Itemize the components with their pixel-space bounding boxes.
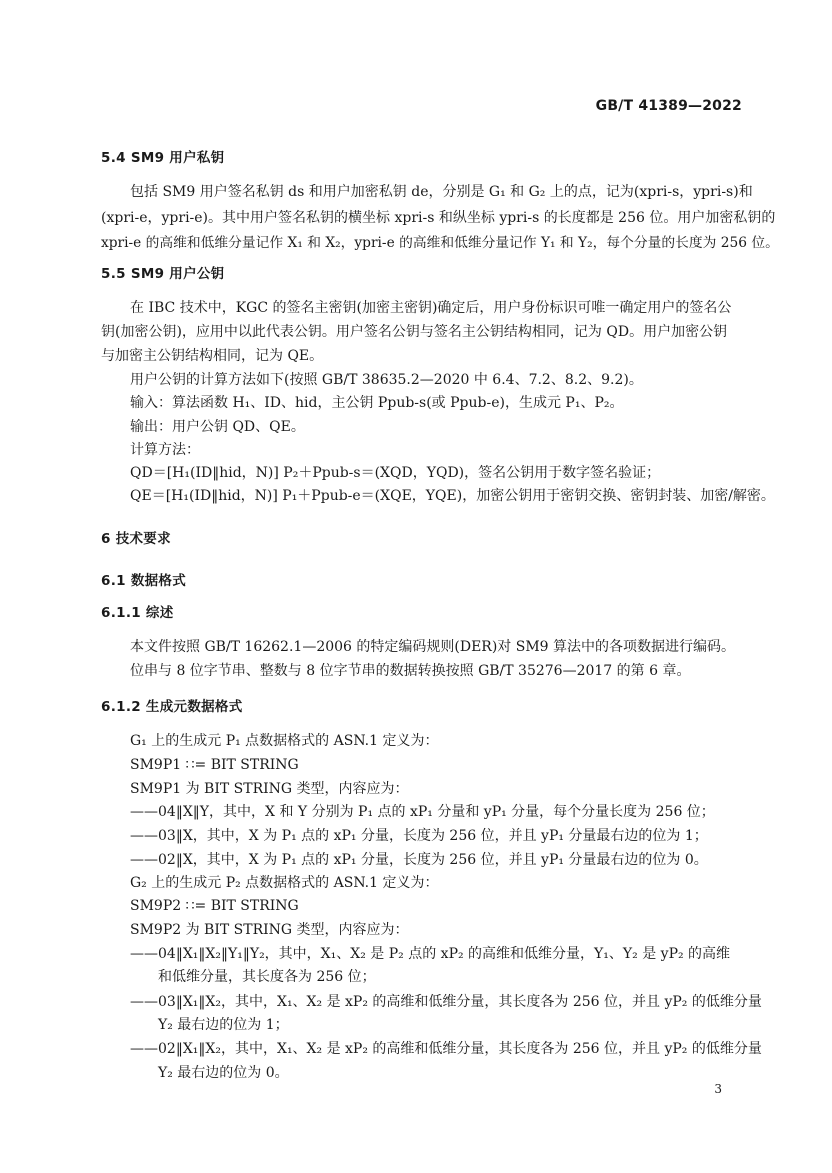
section-heading-5-4: 5.4 SM9 用户私钥 [101,150,225,166]
paragraph-line: 与加密主公钥结构相同，记为 QE。 [101,348,324,364]
paragraph-line: 计算方法： [130,442,200,458]
paragraph-line: G₂ 上的生成元 P₂ 点数据格式的 ASN.1 定义为： [130,875,439,891]
formula-line: QE＝[H₁(ID‖hid，N)] P₁＋Ppub-e＝(XQE，YQE)，加密公钥用于密钥交换、密钥封装、加密/解密。 [130,488,775,504]
standard-number: GB/T 41389—2022 [595,98,742,114]
list-item: ——03‖X，其中，X 为 P₁ 点的 xP₁ 分量，长度为 256 位，并且 yP₁ 分量最右边的位为 1； [130,828,708,844]
paragraph-line: 本文件按照 GB/T 16262.1—2006 的特定编码规则(DER)对 SM9 算法中的各项数据进行编码。 [130,639,736,655]
list-item-continuation: Y₂ 最右边的位为 0。 [158,1065,289,1081]
paragraph-line: G₁ 上的生成元 P₁ 点数据格式的 ASN.1 定义为： [130,733,439,749]
list-item: ——04‖X₁‖X₂‖Y₁‖Y₂，其中，X₁、X₂ 是 P₂ 点的 xP₂ 的高维和低维分量，Y₁、Y₂ 是 yP₂ 的高维 [130,946,731,962]
paragraph-line: SM9P2 为 BIT STRING 类型，内容应为： [130,922,409,938]
paragraph-line: (xpri-e，ypri-e)。其中用户签名私钥的横坐标 xpri-s 和纵坐标 ypri-s 的长度都是 256 位。用户加密私钥的 [101,210,776,226]
paragraph-line: 包括 SM9 用户签名私钥 ds 和用户加密私钥 de，分别是 G₁ 和 G₂ 上的点，记为(xpri-s，ypri-s)和 [130,184,753,200]
list-item-continuation: 和低维分量，其长度各为 256 位； [158,969,376,985]
list-item: ——02‖X，其中，X 为 P₁ 点的 xP₁ 分量，长度为 256 位，并且 yP₁ 分量最右边的位为 0。 [130,852,708,868]
paragraph-line: 位串与 8 位字节串、整数与 8 位字节串的数据转换按照 GB/T 35276—2017 的第 6 章。 [130,663,691,679]
section-heading-6: 6 技术要求 [101,531,171,547]
formula-line: QD＝[H₁(ID‖hid，N)] P₂＋Ppub-s＝(XQD，YQD)，签名公钥用于数字签名验证； [130,465,661,481]
section-heading-6-1: 6.1 数据格式 [101,573,187,589]
paragraph-line: 用户公钥的计算方法如下(按照 GB/T 38635.2—2020 中 6.4、7.2、8.2、9.2)。 [130,372,643,388]
paragraph-line: 输出：用户公钥 QD、QE。 [130,419,305,435]
paragraph-line: 钥(加密公钥)，应用中以此代表公钥。用户签名公钥与签名主公钥结构相同，记为 QD。用户加密公钥 [101,324,728,340]
paragraph-line: SM9P2 ∷= BIT STRING [130,898,299,914]
paragraph-line: xpri-e 的高维和低维分量记作 X₁ 和 X₂，ypri-e 的高维和低维分量记作 Y₁ 和 Y₂，每个分量的长度为 256 位。 [101,235,779,251]
section-heading-6-1-1: 6.1.1 综述 [101,605,174,621]
paragraph-line: SM9P1 ∷= BIT STRING [130,757,299,773]
list-item-continuation: Y₂ 最右边的位为 1； [158,1017,289,1033]
list-item: ——04‖X‖Y，其中，X 和 Y 分别为 P₁ 点的 xP₁ 分量和 yP₁ 分量，每个分量长度为 256 位； [130,804,715,820]
page-number: 3 [714,1082,722,1096]
section-heading-5-5: 5.5 SM9 用户公钥 [101,266,225,282]
paragraph-line: 在 IBC 技术中，KGC 的签名主密钥(加密主密钥)确定后，用户身份标识可唯一确定用户的签名公 [130,300,732,316]
list-item: ——03‖X₁‖X₂，其中，X₁、X₂ 是 xP₂ 的高维和低维分量，其长度各为 256 位，并且 yP₂ 的低维分量 [130,994,762,1010]
paragraph-line: 输入：算法函数 H₁、ID、hid，主公钥 Ppub-s(或 Ppub-e)，生成元 P₁、P₂。 [130,395,624,411]
list-item: ——02‖X₁‖X₂，其中，X₁、X₂ 是 xP₂ 的高维和低维分量，其长度各为 256 位，并且 yP₂ 的低维分量 [130,1041,762,1057]
paragraph-line: SM9P1 为 BIT STRING 类型，内容应为： [130,781,409,797]
section-heading-6-1-2: 6.1.2 生成元数据格式 [101,699,243,715]
